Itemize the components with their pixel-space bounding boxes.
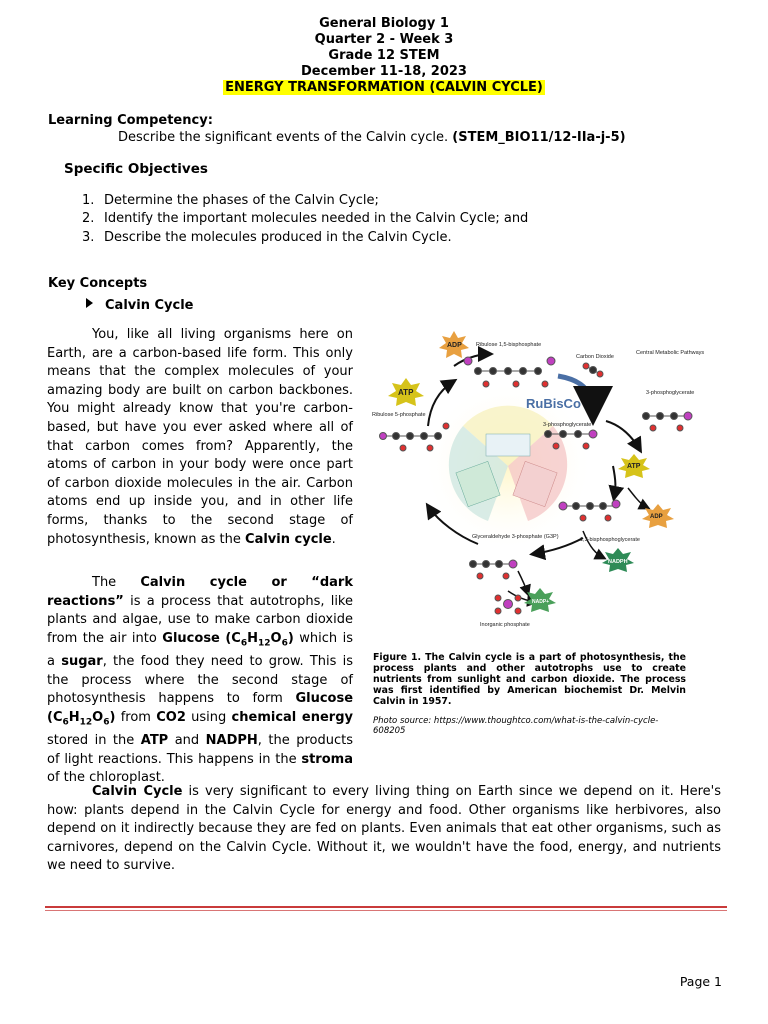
bold-term: ATP	[140, 732, 169, 748]
r5p-label: Ribulose 5-phosphate	[372, 412, 426, 418]
bold-term: stroma	[301, 751, 353, 767]
bold-term: CO2	[156, 709, 186, 725]
paragraph-text: from	[120, 709, 151, 725]
bold-term: Glucose	[295, 691, 354, 707]
rubp-label: Ribulose 1,5-bisphosphate	[476, 342, 542, 348]
lesson-title-row	[0, 80, 768, 96]
glucose-formula: $(C_6H_{12}O_6)$	[225, 630, 294, 649]
rubisco-label: RuBisCo	[526, 396, 581, 411]
pi-label: Inorganic phosphate	[480, 622, 530, 628]
bold-term: chemical energy	[231, 709, 353, 725]
bold-term: Calvin cycle	[245, 531, 332, 547]
g3p-label: Glyceraldehyde 3-phosphate (G3P)	[472, 534, 559, 540]
grade-level: Grade 12 STEM	[328, 48, 440, 63]
bold-term: Calvin cycle or “dark reactions”	[47, 575, 353, 609]
bold-term: sugar	[61, 653, 103, 669]
co2-label: Carbon Dioxide	[576, 354, 614, 360]
objective-number: 2.	[82, 211, 95, 226]
course-title: General Biology 1	[319, 16, 449, 31]
bpg-label: 1,3-bisphosphoglycerate	[580, 537, 640, 543]
paragraph-text: , the food they need to grow. This is the process where the second stage of photosynthesis happens to form	[47, 653, 353, 707]
paragraph-text: .	[331, 531, 336, 547]
objective-text: Determine the phases of the Calvin Cycle;	[104, 193, 379, 208]
intro-paragraph	[47, 326, 353, 549]
page-number: Page 1	[679, 974, 722, 989]
key-concepts-heading: Key Concepts	[48, 276, 148, 291]
objective-item	[82, 230, 452, 245]
bold-term: Calvin Cycle	[92, 784, 183, 799]
co2-molecule	[583, 363, 603, 377]
calvin-definition-paragraph	[47, 574, 353, 788]
competency-text: Describe the significant events of the Calvin cycle.	[118, 130, 449, 145]
pga-label-center: 3-phosphoglycerate	[543, 422, 592, 428]
calvin-cycle-diagram	[368, 326, 708, 648]
paragraph-text: and	[174, 732, 200, 748]
lesson-title: ENERGY TRANSFORMATION (CALVIN CYCLE)	[225, 80, 543, 95]
calvin-cycle-figure	[368, 326, 708, 648]
photo-source: Photo source: https://www.thoughtco.com/what-is-the-calvin-cycle-608205	[373, 716, 659, 736]
glucose-formula: $(C_6H_{12}O_6)$	[47, 709, 116, 728]
pga-label-right: 3-phosphoglycerate	[646, 390, 695, 396]
arrow-bullet-icon	[86, 298, 93, 308]
figure-caption	[373, 652, 686, 707]
nadp-label: NADP+	[532, 599, 550, 605]
atp-label-left: ATP	[398, 388, 414, 397]
caption-text: The Calvin cycle is a part of photosynthesis, the process plants and other autotrophs use to create nutrients from sunlight and carbon dioxide. The process was first identified by American biochemist Dr. Melvin Calvin in 1957.	[373, 652, 686, 707]
paragraph-text: which is a	[47, 630, 353, 669]
adp-label: ADP	[447, 342, 462, 349]
paragraph-text: stored in the	[47, 732, 135, 748]
competency-line	[118, 130, 626, 145]
objective-number: 1.	[82, 193, 95, 208]
caption-label: Figure 1.	[373, 652, 422, 663]
quarter-week: Quarter 2 - Week 3	[314, 32, 454, 47]
objective-text: Identify the important molecules needed in the Calvin Cycle; and	[104, 211, 529, 226]
footer-divider	[45, 906, 727, 908]
objectives-heading: Specific Objectives	[64, 161, 208, 177]
objective-item	[82, 193, 379, 208]
nadph-label: NADPH	[608, 559, 628, 565]
objective-number: 3.	[82, 230, 95, 245]
objective-text: Describe the molecules produced in the Calvin Cycle.	[104, 230, 452, 245]
g3p-molecule	[470, 560, 518, 579]
paragraph-text: , the products of light reactions. This happens in the	[47, 732, 353, 767]
date-range: December 11-18, 2023	[301, 64, 467, 79]
paragraph-text: You, like all living organisms here on Earth, are a carbon-based life form. This only means that the complex molecules of your amazing body are built on carbon backbones. You might already know that you're carbon-based, but have you ever asked where all of that carbon comes from? Apparently, the atoms of carbon in your body were once part of carbon dioxide molecules in the air. Carbon atoms end up inside you, and in other life forms, thanks to the second stage of photosynthesis, known as the	[47, 327, 353, 547]
bullet-label: Calvin Cycle	[105, 298, 194, 313]
paragraph-text: The	[92, 575, 117, 590]
paragraph-text: of the chloroplast.	[47, 770, 165, 786]
central-pathways-label: Central Metabolic Pathways	[636, 350, 705, 356]
atp-label-right: ATP	[627, 463, 641, 470]
competency-code: (STEM_BIO11/12-IIa-j-5)	[452, 130, 626, 145]
footer-divider-secondary	[45, 910, 727, 911]
paragraph-text: using	[191, 709, 227, 725]
significance-paragraph	[47, 783, 721, 876]
bold-term: Glucose	[162, 630, 220, 646]
adp-label-right: ADP	[650, 514, 663, 520]
objective-item	[82, 211, 528, 226]
paragraph-text: is very significant to every living thing on Earth since we depend on it. Here's how: plants depend in the Calvin Cycle for energy and food. Other organisms like herbivores, also depend on it indirectly because they are fed on plants. Even animals that eat other organisms, such as carnivores, depend on the Calvin Cycle. Without it, we wouldn't have the food, energy, and nutrients we need to survive.	[47, 784, 721, 874]
competency-heading: Learning Competency:	[48, 113, 213, 128]
paragraph-text: is a process that autotrophs, like plants and algae, use to make carbon dioxide from the air into	[47, 593, 353, 646]
pi-molecule	[495, 595, 521, 614]
bold-term: NADPH	[205, 732, 258, 748]
key-concept-bullet	[86, 298, 193, 313]
pga-molecule-right	[643, 412, 693, 431]
